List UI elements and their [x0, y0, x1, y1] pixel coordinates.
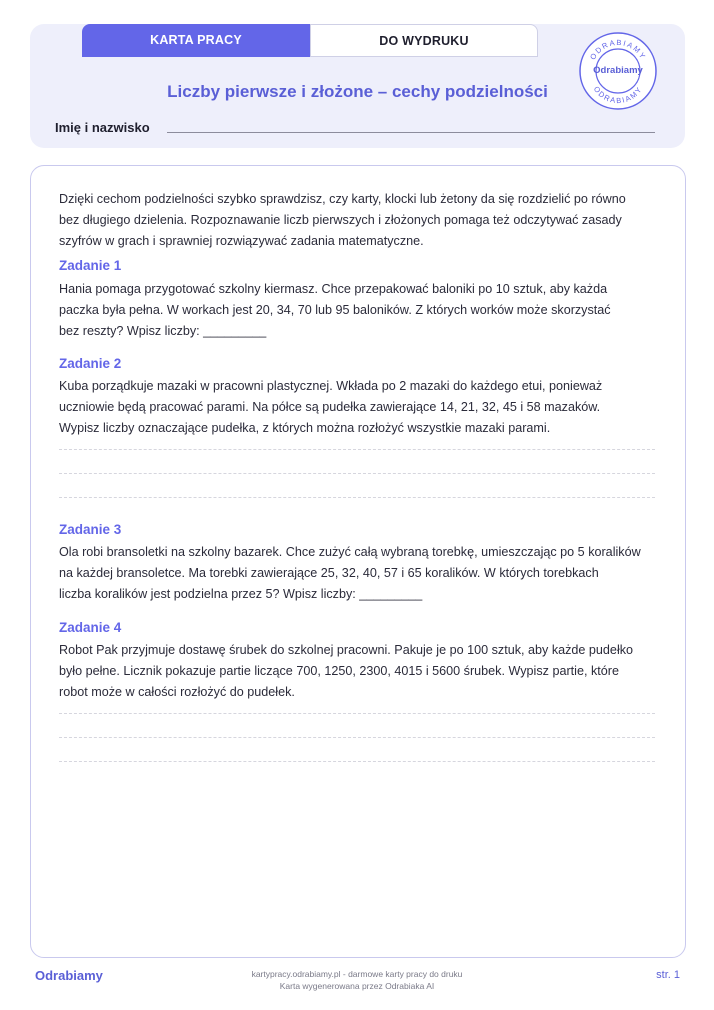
intro-line: Dzięki cechom podzielności szybko sprawdzisz, czy karty, klocki lub żetony da się rozdzielić po równo: [59, 192, 626, 206]
task-1-body: [59, 279, 663, 342]
page-number: str. 1: [656, 969, 680, 981]
answer-line[interactable]: [59, 473, 655, 474]
task-3-body: [59, 542, 663, 605]
tab-print[interactable]: DO WYDRUKU: [310, 24, 538, 57]
task-line: liczba koralików jest podzielna przez 5? Wpisz liczby: _________: [59, 587, 423, 601]
intro-line: szyfrów w grach i sprawniej rozwiązywać zadania matematyczne.: [59, 234, 424, 248]
task-4-body: [59, 640, 663, 703]
task-3-title: Zadanie 3: [59, 522, 122, 537]
task-line: na każdej bransoletce. Ma torebki zawierające 25, 32, 40, 57 i 65 koralików. W których torebkach: [59, 566, 599, 580]
name-field-line[interactable]: [167, 132, 655, 133]
task-line: Robot Pak przyjmuje dostawę śrubek do szkolnej pracowni. Pakuje je po 100 sztuk, aby każde pudełko: [59, 643, 634, 657]
footer-brand: Odrabiamy: [35, 968, 103, 983]
stamp-top-text: ODRABIAMY: [588, 37, 648, 62]
worksheet-content: [30, 165, 686, 958]
task-2-title: Zadanie 2: [59, 356, 122, 371]
task-line: Wypisz liczby oznaczające pudełka, z których można rozłożyć wszystkie mazaki parami.: [59, 421, 551, 435]
footer-info: [0, 968, 714, 992]
task-line: Ola robi bransoletki na szkolny bazarek. Chce zużyć całą wybraną torebkę, umieszczając po 5 koralików: [59, 545, 641, 559]
answer-line[interactable]: [59, 449, 655, 450]
task-line: bez reszty? Wpisz liczby: _________: [59, 324, 267, 338]
name-label: Imię i nazwisko: [55, 120, 150, 135]
intro-line: bez długiego dzielenia. Rozpoznawanie liczb pierwszych i złożonych pomaga też odczytywać zasady: [59, 213, 622, 227]
answer-line[interactable]: [59, 713, 655, 714]
task-4-title: Zadanie 4: [59, 620, 122, 635]
task-line: uczniowie będą pracować parami. Na półce są pudełka zawierające 14, 21, 32, 45 i 58 mazaków.: [59, 400, 601, 414]
task-line: Kuba porządkuje mazaki w pracowni plastycznej. Wkłada po 2 mazaki do każdego etui, ponieważ: [59, 379, 603, 393]
footer-site[interactable]: kartypracy.odrabiamy.pl - darmowe karty pracy do druku: [251, 969, 463, 979]
task-1-title: Zadanie 1: [59, 258, 122, 273]
task-2-body: [59, 376, 663, 439]
answer-line[interactable]: [59, 497, 655, 498]
task-line: robot może w całości rozłożyć do pudełek.: [59, 685, 295, 699]
stamp-bottom-text: ODRABIAMY: [591, 84, 645, 106]
footer-generated: Karta wygenerowana przez Odrabiaka AI: [279, 981, 435, 991]
task-line: było pełne. Licznik pokazuje partie liczące 700, 1250, 2300, 4015 i 5600 śrubek. Wypisz partie, które: [59, 664, 619, 678]
answer-line[interactable]: [59, 737, 655, 738]
task-line: Hania pomaga przygotować szkolny kiermasz. Chce przepakować baloniki po 10 sztuk, aby każda: [59, 282, 608, 296]
page-title: Liczby pierwsze i złożone – cechy podzielności: [167, 82, 548, 101]
answer-line[interactable]: [59, 761, 655, 762]
odrabiamy-stamp-logo: [578, 31, 658, 111]
task-line: paczka była pełna. W workach jest 20, 34, 70 lub 95 baloników. Z których worków może skorzystać: [59, 303, 611, 317]
tab-worksheet[interactable]: KARTA PRACY: [82, 24, 310, 57]
stamp-center-text: Odrabiamy: [593, 65, 643, 76]
intro-paragraph: [59, 189, 663, 252]
